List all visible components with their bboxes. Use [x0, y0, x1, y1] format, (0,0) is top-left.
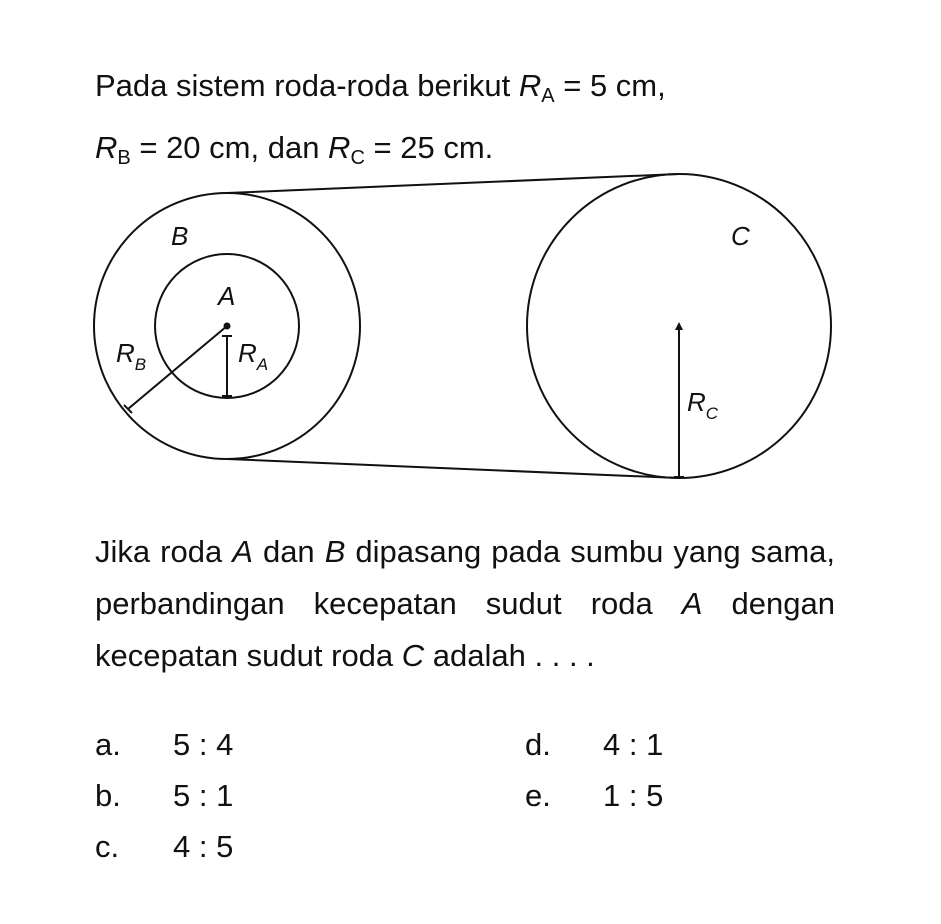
option-a-value: 5 : 4 — [173, 727, 234, 762]
option-e-value: 1 : 5 — [603, 778, 664, 813]
rb-symbol: R — [95, 130, 118, 165]
intro-lead: Pada sistem roda-roda berikut — [95, 68, 519, 103]
label-rc: $R_C$ — [687, 387, 719, 423]
center-c-marker — [675, 322, 683, 330]
option-d-letter: d. — [525, 727, 551, 762]
option-b-letter: b. — [95, 778, 121, 813]
rc-symbol: R — [328, 130, 351, 165]
option-b[interactable] — [95, 776, 233, 816]
option-c[interactable] — [95, 827, 233, 867]
label-b: B — [171, 221, 189, 251]
option-a[interactable] — [95, 725, 233, 765]
ra-value: = 5 cm, — [554, 68, 666, 103]
label-rb: $R_B$ — [116, 338, 147, 374]
option-d-value: 4 : 1 — [603, 727, 664, 762]
rc-value: = 25 cm. — [364, 130, 494, 165]
option-a-letter: a. — [95, 727, 121, 762]
center-a-dot — [224, 323, 231, 330]
option-c-value: 4 : 5 — [173, 829, 234, 864]
question-text: Jika roda A dan B dipasang pada sumbu yang sama, perbandingan kecepatan sudut roda A dengan kecepatan sudut roda C adalah . . . . — [95, 534, 836, 673]
option-e-letter: e. — [525, 778, 551, 813]
rc-subscript: C — [350, 147, 365, 169]
option-b-value: 5 : 1 — [173, 778, 234, 813]
rb-value: = 20 cm, dan — [130, 130, 329, 165]
option-c-letter: c. — [95, 829, 120, 864]
option-e[interactable] — [525, 776, 663, 816]
label-ra: $R_A$ — [238, 338, 269, 374]
label-c: C — [731, 221, 750, 251]
ra-symbol: R — [518, 68, 542, 103]
rb-subscript: B — [117, 147, 131, 169]
label-a: A — [218, 281, 236, 311]
option-d[interactable] — [525, 725, 663, 765]
ra-subscript: A — [541, 85, 555, 107]
